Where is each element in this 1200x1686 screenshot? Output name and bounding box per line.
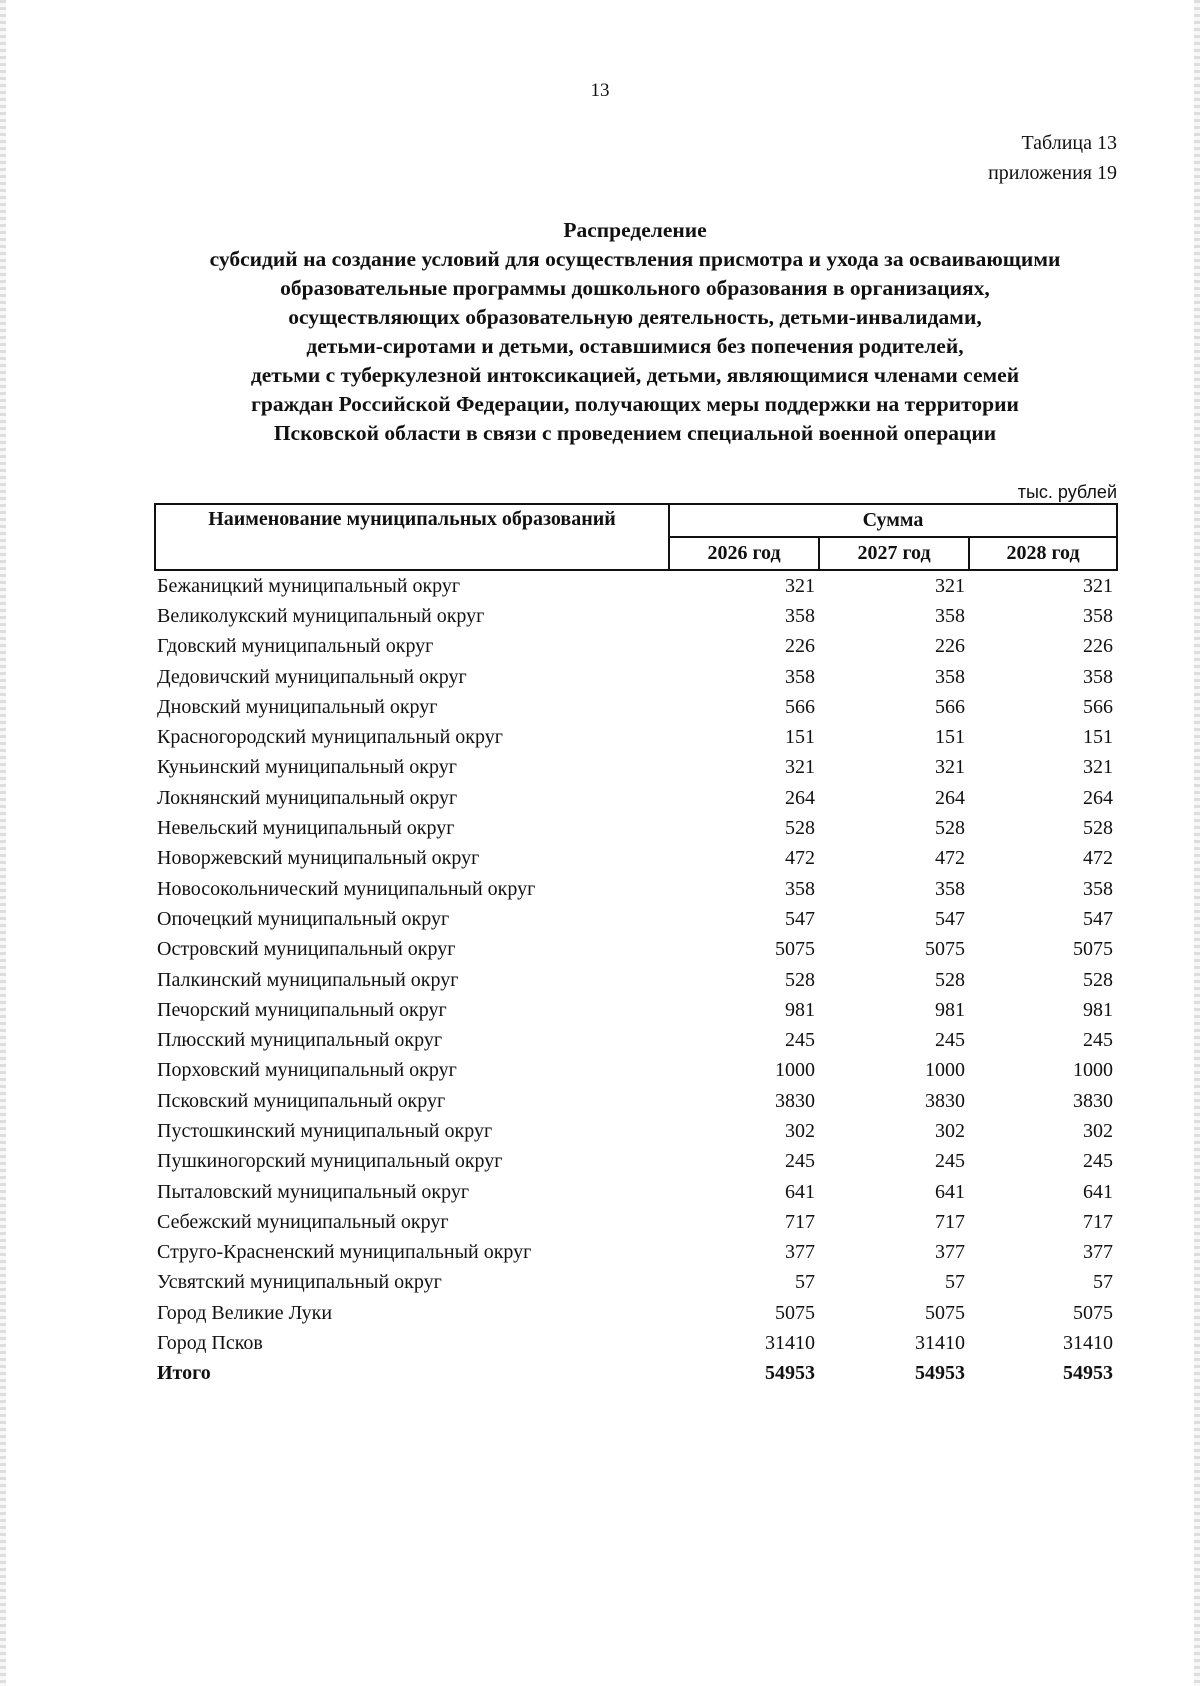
table-row — [155, 783, 1117, 813]
value-2027: 566 — [935, 695, 965, 718]
municipality-name: Город Псков — [157, 1332, 263, 1355]
value-2027: 358 — [935, 665, 965, 688]
value-2027: 321 — [935, 574, 965, 597]
subsidy-table — [154, 503, 1118, 1389]
value-2027: 264 — [935, 786, 965, 809]
value-2026: 641 — [785, 1180, 815, 1203]
table-row — [155, 1298, 1117, 1328]
value-2026: 981 — [785, 998, 815, 1021]
title-line: детьми-сиротами и детьми, оставшимися без попечения родителей, — [306, 334, 964, 358]
value-2027: 528 — [935, 968, 965, 991]
value-2027: 302 — [935, 1119, 965, 1142]
value-2028: 151 — [1083, 726, 1114, 749]
value-2028: 245 — [1083, 1029, 1114, 1052]
value-2028: 321 — [1083, 756, 1114, 779]
value-2026: 1000 — [775, 1059, 815, 1082]
municipality-name: Плюсский муниципальный округ — [157, 1029, 443, 1052]
header-year-2028: 2028 год — [969, 537, 1117, 570]
value-2026: 245 — [785, 1150, 815, 1173]
scan-edge-right — [1194, 0, 1200, 1686]
document-title — [140, 216, 1130, 448]
municipality-name: Новосокольнический муниципальный округ — [157, 877, 536, 900]
municipality-name: Пустошкинский муниципальный округ — [157, 1119, 493, 1142]
table-header — [155, 504, 1117, 570]
table-row — [155, 692, 1117, 722]
municipality-name: Локнянский муниципальный округ — [157, 786, 458, 809]
appendix-attachment-label: приложения 19 — [988, 162, 1117, 184]
municipality-name: Порховский муниципальный округ — [157, 1059, 457, 1082]
value-2027: 377 — [935, 1241, 965, 1264]
value-2026: 321 — [785, 756, 815, 779]
value-2026: 5075 — [775, 1301, 815, 1324]
value-2028: 717 — [1083, 1210, 1114, 1233]
value-2028: 245 — [1083, 1150, 1114, 1173]
title-line: детьми с туберкулезной интоксикацией, детьми, являющимися членами семей — [250, 363, 1020, 387]
title-line: субсидий на создание условий для осуществления присмотра и ухода за осваивающими — [209, 247, 1061, 271]
table-row — [155, 570, 1117, 601]
value-2027: 5075 — [925, 938, 965, 961]
table-row — [155, 753, 1117, 783]
table-row — [155, 813, 1117, 843]
municipality-name: Новоржевский муниципальный округ — [157, 847, 480, 870]
value-2027: 226 — [935, 635, 965, 658]
value-2027: 1000 — [925, 1059, 965, 1082]
value-2027: 981 — [935, 998, 965, 1021]
value-2026: 528 — [785, 817, 815, 840]
table-row — [155, 995, 1117, 1025]
table-row — [155, 1086, 1117, 1116]
municipality-name: Себежский муниципальный округ — [157, 1210, 449, 1233]
municipality-name: Псковский муниципальный округ — [157, 1089, 446, 1112]
table-row — [155, 1056, 1117, 1086]
units-label: тыс. рублей — [1017, 482, 1117, 502]
value-2026: 358 — [785, 877, 815, 900]
municipality-name: Дедовичский муниципальный округ — [157, 665, 467, 688]
table-row — [155, 632, 1117, 662]
value-2026: 472 — [785, 847, 815, 870]
value-2028: 57 — [1093, 1271, 1114, 1294]
value-2026: 245 — [785, 1029, 815, 1052]
table-row — [155, 1116, 1117, 1146]
value-2026: 358 — [785, 665, 815, 688]
value-2028: 5075 — [1073, 938, 1114, 961]
value-2028: 528 — [1083, 968, 1114, 991]
value-2026: 321 — [785, 574, 815, 597]
value-2028: 226 — [1083, 635, 1114, 658]
table-row — [155, 844, 1117, 874]
municipality-name: Пыталовский муниципальный округ — [157, 1180, 470, 1203]
table-row — [155, 722, 1117, 752]
municipality-name: Островский муниципальный округ — [157, 938, 456, 961]
value-2028: 3830 — [1073, 1089, 1114, 1112]
table-row — [155, 904, 1117, 934]
header-year-2027: 2027 год — [819, 537, 969, 570]
appendix-table-label: Таблица 13 — [1021, 132, 1117, 154]
value-2027: 717 — [935, 1210, 965, 1233]
value-2028: 547 — [1083, 907, 1114, 930]
table-row — [155, 1207, 1117, 1237]
title-line: образовательные программы дошкольного образования в организациях, — [280, 276, 990, 300]
total-2026: 54953 — [765, 1362, 815, 1385]
value-2027: 547 — [935, 907, 965, 930]
municipality-name: Печорский муниципальный округ — [157, 998, 447, 1021]
table-row — [155, 1238, 1117, 1268]
value-2026: 302 — [785, 1119, 815, 1142]
value-2028: 472 — [1083, 847, 1114, 870]
value-2027: 641 — [935, 1180, 965, 1203]
value-2028: 981 — [1083, 998, 1114, 1021]
municipality-name: Дновский муниципальный округ — [157, 695, 438, 718]
table-row — [155, 601, 1117, 631]
value-2027: 358 — [935, 877, 965, 900]
municipality-name: Великолукский муниципальный округ — [157, 604, 485, 627]
table-row — [155, 1328, 1117, 1358]
value-2026: 5075 — [775, 938, 815, 961]
value-2027: 3830 — [925, 1089, 965, 1112]
municipality-name: Невельский муниципальный округ — [157, 817, 455, 840]
value-2027: 358 — [935, 604, 965, 627]
municipality-name: Палкинский муниципальный округ — [157, 968, 459, 991]
table-row — [155, 662, 1117, 692]
scan-edge-left — [0, 0, 6, 1686]
value-2026: 31410 — [765, 1332, 815, 1355]
title-line: граждан Российской Федерации, получающих меры поддержки на территории — [251, 392, 1019, 416]
total-row — [155, 1359, 1117, 1389]
value-2026: 151 — [785, 726, 815, 749]
municipality-name: Пушкиногорский муниципальный округ — [157, 1150, 503, 1173]
municipality-name: Куньинский муниципальный округ — [157, 756, 457, 779]
header-year-2026: 2026 год — [669, 537, 819, 570]
value-2027: 528 — [935, 817, 965, 840]
table-body — [155, 570, 1117, 1389]
page-number: 13 — [590, 80, 610, 101]
value-2027: 245 — [935, 1029, 965, 1052]
table-row — [155, 935, 1117, 965]
value-2028: 528 — [1083, 817, 1114, 840]
table-row — [155, 874, 1117, 904]
value-2028: 358 — [1083, 877, 1114, 900]
value-2027: 245 — [935, 1150, 965, 1173]
value-2026: 226 — [785, 635, 815, 658]
title-line: Псковской области в связи с проведением специальной военной операции — [273, 421, 997, 445]
header-sum: Сумма — [669, 504, 1117, 537]
value-2026: 264 — [785, 786, 815, 809]
value-2027: 57 — [945, 1271, 965, 1294]
header-municipality: Наименование муниципальных образований — [155, 504, 669, 570]
total-label: Итого — [157, 1362, 211, 1385]
municipality-name: Усвятский муниципальный округ — [157, 1271, 442, 1294]
value-2027: 5075 — [925, 1301, 965, 1324]
value-2027: 31410 — [915, 1332, 965, 1355]
value-2028: 1000 — [1073, 1059, 1114, 1082]
total-2027: 54953 — [915, 1362, 965, 1385]
value-2028: 321 — [1083, 574, 1114, 597]
table-row — [155, 965, 1117, 995]
municipality-name: Опочецкий муниципальный округ — [157, 907, 450, 930]
appendix-reference — [988, 128, 1117, 188]
title-line: осуществляющих образовательную деятельность, детьми-инвалидами, — [288, 305, 982, 329]
municipality-name: Струго-Красненский муниципальный округ — [157, 1241, 532, 1264]
municipality-name: Красногородский муниципальный округ — [157, 726, 503, 749]
municipality-name: Город Великие Луки — [157, 1301, 333, 1324]
value-2027: 321 — [935, 756, 965, 779]
value-2026: 528 — [785, 968, 815, 991]
title-heading: Распределение — [563, 218, 707, 242]
value-2028: 358 — [1083, 604, 1114, 627]
municipality-name: Бежаницкий муниципальный округ — [157, 574, 461, 597]
value-2026: 358 — [785, 604, 815, 627]
value-2028: 264 — [1083, 786, 1114, 809]
value-2028: 641 — [1083, 1180, 1114, 1203]
value-2026: 547 — [785, 907, 815, 930]
value-2027: 151 — [935, 726, 965, 749]
value-2026: 3830 — [775, 1089, 815, 1112]
value-2027: 472 — [935, 847, 965, 870]
value-2026: 566 — [785, 695, 815, 718]
total-2028: 54953 — [1063, 1362, 1114, 1385]
table-row — [155, 1268, 1117, 1298]
value-2028: 358 — [1083, 665, 1114, 688]
value-2026: 717 — [785, 1210, 815, 1233]
table-row — [155, 1177, 1117, 1207]
value-2028: 31410 — [1063, 1332, 1114, 1355]
value-2028: 566 — [1083, 695, 1114, 718]
municipality-name: Гдовский муниципальный округ — [157, 635, 434, 658]
value-2028: 302 — [1083, 1119, 1114, 1142]
value-2026: 377 — [785, 1241, 815, 1264]
value-2026: 57 — [795, 1271, 815, 1294]
table-row — [155, 1147, 1117, 1177]
value-2028: 377 — [1083, 1241, 1114, 1264]
table-row — [155, 1025, 1117, 1055]
value-2028: 5075 — [1073, 1301, 1114, 1324]
